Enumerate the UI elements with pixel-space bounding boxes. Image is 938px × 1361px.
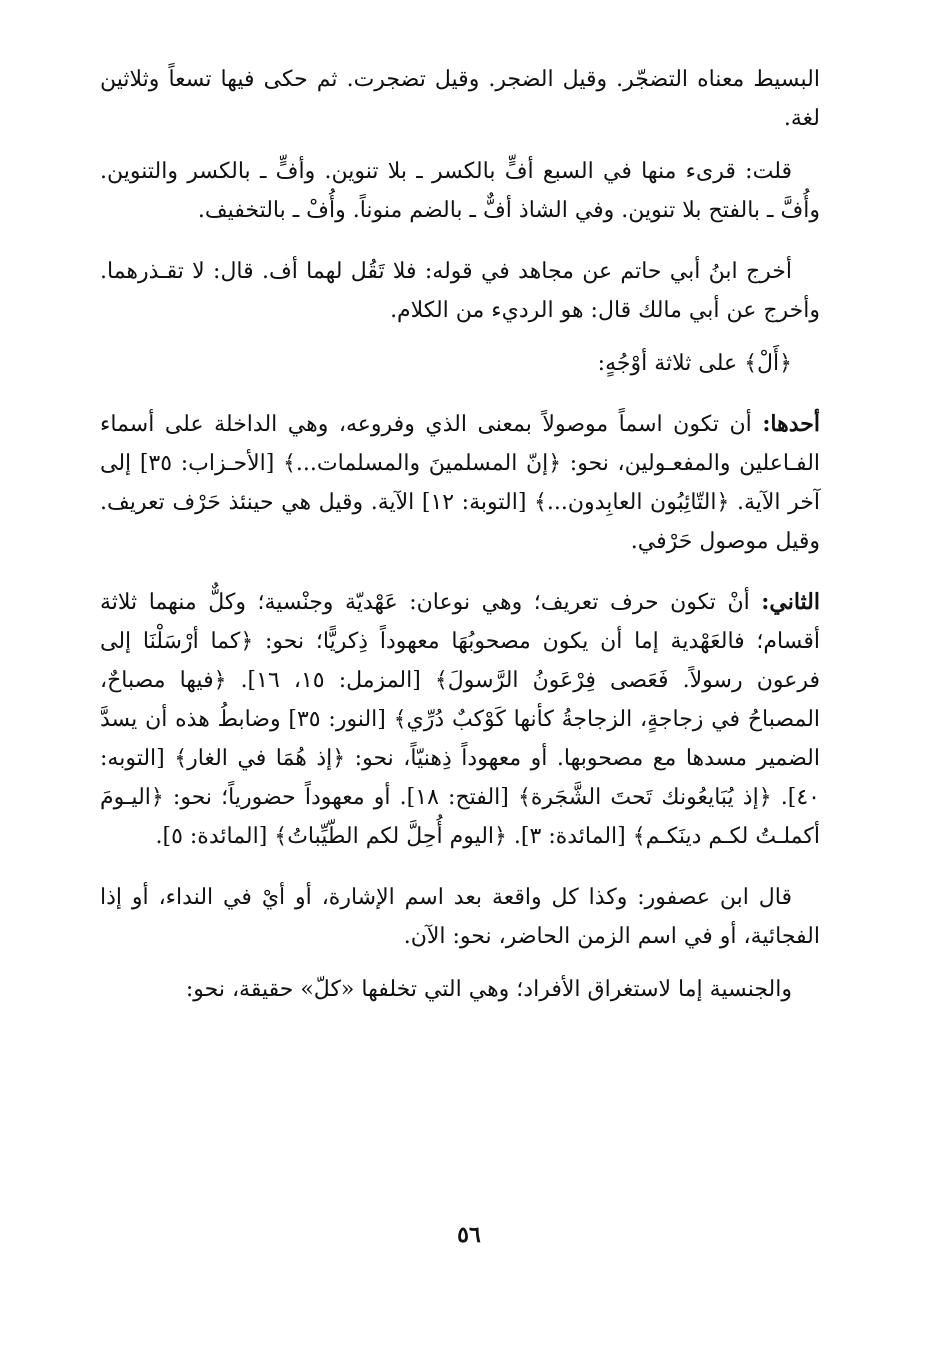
paragraph-7-text: قال ابن عصفور: وكذا كل واقعة بعد اسم الإشارة، أو أيْ في النداء، أو إذا الفجائية، أو في اسم الزمن الحاضر، نحو: الآن. [100, 885, 820, 949]
paragraph-3-text: أخرج ابنُ أبي حاتم عن مجاهد في قوله: فلا تَقُل لهما أف. قال: لا تقـذرهما. وأخرج عن أبي مالك قال: هو الرديء من الكلام. [100, 259, 820, 323]
paragraph-6-lead: الثاني: [761, 589, 820, 615]
page-number: ٥٦ [457, 1222, 481, 1248]
paragraph-1 [100, 60, 820, 138]
paragraph-5-text: أن تكون اسماً موصولاً بمعنى الذي وفروعه، وهي الداخلة على أسماء الفـاعلين والمفعـولين، نحو: ﴿إنّ المسلمينَ والمسلمات...﴾ [الأحـزاب: ٣٥] إلى آخر الآية. ﴿التّائِبُون العابِدون...﴾ [التوبة: ١٢] الآية. وقيل هي حينئذ حَرْف تعريف. وقيل موصول حَرْفي. [100, 412, 821, 554]
page-body [100, 60, 820, 1031]
paragraph-6-text: أنْ تكون حرف تعريف؛ وهي نوعان: عَهْديّة وجنْسية؛ وكلٌّ منهما ثلاثة أقسام؛ فالعَهْدية إما أن يكون مصحوبُهَا معهوداً ذِكريًّا؛ نحو: ﴿كما أرْسَلْنَا إلى فرعون رسولاً. فَعَصى فِرْعَونُ الرَّسولَ﴾ [المزمل: ١٥، ١٦]. ﴿فيها مصباحٌ، المصباحُ في زجاجةٍ، الزجاجةُ كأنها كَوْكبٌ دُرِّي﴾ [النور: ٣٥] وضابطُ هذه أن يسدَّ الضمير مسدها مع مصحوبها. أو معهوداً ذِهنيّاً، نحو: ﴿إذ هُمَا في الغار﴾ [التوبه: ٤٠]. ﴿إذ يُبَايعُونك تَحتَ الشَّجَرة﴾ [الفتح: ١٨]. أو معهوداً حضورياً؛ نحو: ﴿اليـومَ أكملـتُ لكـم دينَكـم﴾ [المائدة: ٣]. ﴿اليوم أُحِلَّ لكم الطّيِّباتُ﴾ [المائدة: ٥]. [100, 590, 821, 849]
paragraph-5 [100, 405, 820, 561]
paragraph-1-text: البسيط معناه التضجّر. وقيل الضجر. وقيل تضجرت. ثم حكى فيها تسعاً وثلاثين لغة. [100, 67, 820, 131]
paragraph-8 [100, 970, 820, 1009]
paragraph-6 [100, 583, 820, 856]
paragraph-2 [100, 152, 820, 230]
paragraph-4 [100, 344, 820, 383]
paragraph-4-text: ﴿أَلْ﴾ على ثلاثة أوْجُهٍ: [597, 351, 792, 376]
paragraph-3 [100, 252, 820, 330]
paragraph-2-text: قلت: قرىء منها في السبع أفٍّ بالكسر ـ بلا تنوين. وأفٍّ ـ بالكسر والتنوين. وأُفَّ ـ بالفتح بلا تنوين. وفي الشاذ أفٌّ ـ بالضم منوناً. وأُفْ ـ بالتخفيف. [100, 159, 820, 223]
paragraph-7 [100, 878, 820, 956]
paragraph-5-lead: أحدها: [762, 411, 820, 437]
paragraph-8-text: والجنسية إما لاستغراق الأفراد؛ وهي التي تخلفها «كلّ» حقيقة، نحو: [185, 977, 792, 1002]
